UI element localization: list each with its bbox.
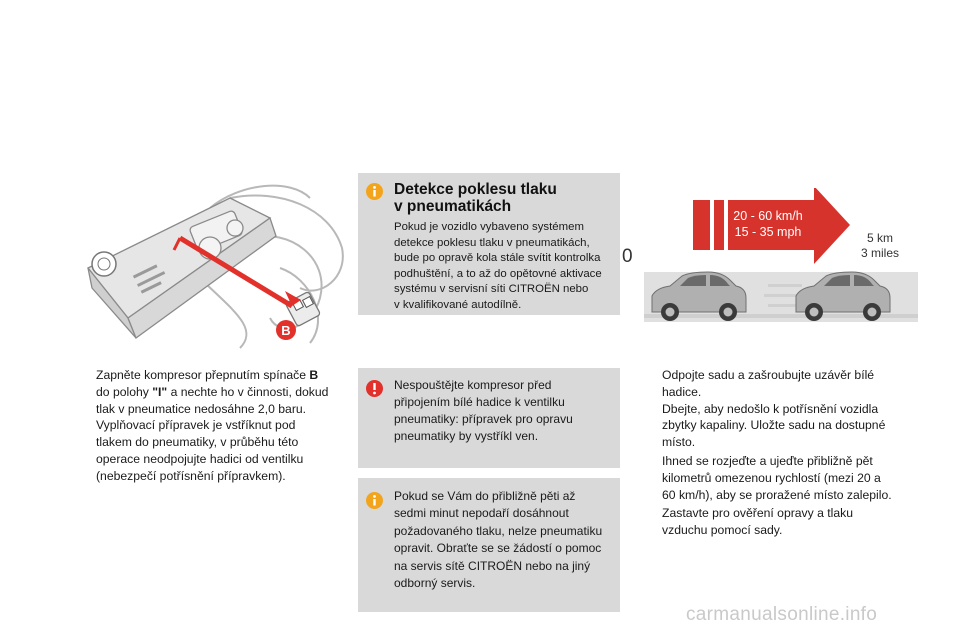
warning-box-body: Nespouštějte kompresor před připojením bílé hadice k ventilku pneumatiky: přípravek pro opravu pneumatiky by vystříkl ven. bbox=[394, 378, 573, 443]
step-text: Odpojte sadu a zašroubujte uzávěr bílé hadice. Dbejte, aby nedošlo k potřísnění vozidla zbytky kapaliny. Uložte sadu na dostupné místo. bbox=[662, 368, 886, 450]
step-text: Zastavte pro ověření opravy a tlaku vzduchu pomocí sady. bbox=[662, 506, 854, 538]
speed-arrow-bar bbox=[693, 200, 710, 250]
compressor-illustration bbox=[80, 178, 348, 354]
speed-arrow-bar bbox=[714, 200, 724, 250]
list-item bbox=[642, 453, 912, 503]
info-box-title: Detekce poklesu tlaku v pneumatikách bbox=[394, 181, 557, 215]
distance-km-label: 5 km bbox=[866, 231, 894, 245]
info-icon bbox=[366, 183, 383, 200]
note-box-body: Pokud se Vám do přibližně pěti až sedmi minut nepodaří dosáhnout požadovaného tlaku, nelze pneumatiku opravit. Obraťte se se žádostí o pomoc na servis sítě CITROËN nebo na jiný odborný servis. bbox=[394, 489, 603, 591]
speed-illustration bbox=[618, 188, 918, 324]
info-icon bbox=[366, 492, 383, 509]
list-item bbox=[642, 367, 912, 451]
left-step-list bbox=[76, 367, 336, 487]
info-box-tyre-pressure bbox=[358, 173, 620, 315]
list-item bbox=[642, 505, 912, 539]
warning-icon bbox=[366, 380, 383, 397]
note-box bbox=[358, 478, 620, 612]
step-text: Ihned se rozjeďte a ujeďte přibližně pět kilometrů omezenou rychlostí (mezi 20 a 60 km/h), aby se proražené místo zalepilo. bbox=[662, 453, 892, 502]
watermark: carmanualsonline.info bbox=[686, 604, 878, 625]
distance-miles-label: 3 miles bbox=[860, 246, 900, 260]
list-item bbox=[76, 367, 336, 485]
start-distance-label: 0 bbox=[622, 246, 633, 267]
callout-label-b: B bbox=[281, 323, 291, 338]
step-text: Zapněte kompresor přepnutím spínače B do polohy "I" a nechte ho v činnosti, dokud tlak v pneumatice nedosáhne 2,0 baru. Vyplňovací přípravek je vstříknut pod tlakem do pneumatiky, v průběhu této operace neodpojujte hadici od ventilku (nebezpečí potřísnění přípravkem). bbox=[96, 368, 329, 483]
speed-mph-label: 15 - 35 mph bbox=[734, 225, 802, 239]
warning-box bbox=[358, 368, 620, 468]
right-step-list bbox=[642, 367, 912, 541]
speed-kmh-label: 20 - 60 km/h bbox=[733, 209, 803, 223]
info-box-body: Pokud je vozidlo vybaveno systémem detekce poklesu tlaku v pneumatikách, bude po opravě kola stále svítit kontrolka podhuštění, a to až do opětovné aktivace systému v servisní síti CITROËN nebo v kvalifikované autodílně. bbox=[394, 221, 602, 311]
